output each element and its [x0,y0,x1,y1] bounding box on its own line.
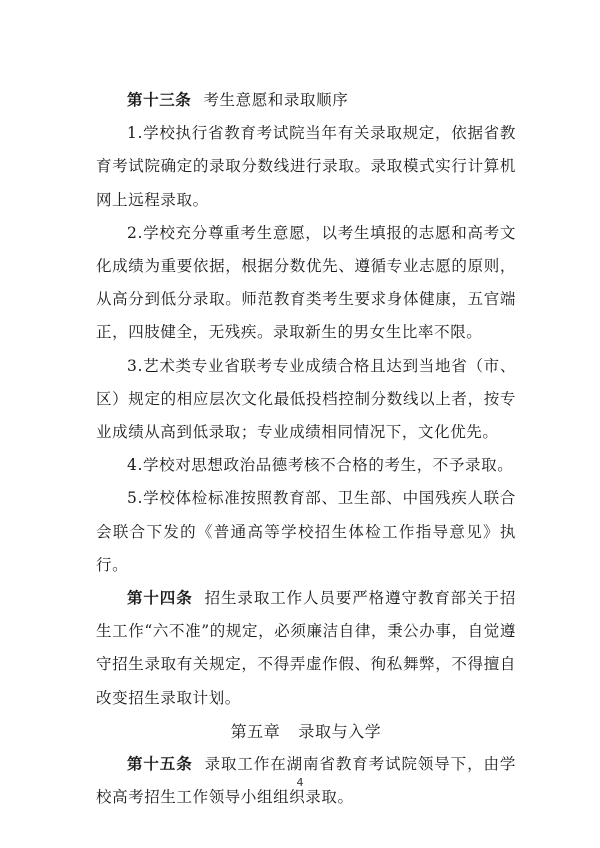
article-13-item-5: 5.学校体检标准按照教育部、卫生部、中国残疾人联合会联合下发的《普通高等学校招生体检工作指导意见》执行。 [96,489,516,574]
article-15-text: 录取工作在湖南省教育考试院领导下，由学校高考招生工作领导小组组织录取。 [96,755,516,807]
page-number: 4 [296,776,304,789]
article-14-title: 第十四条 [127,589,193,608]
article-13-item-1: 1.学校执行省教育考试院当年有关录取规定，依据省教育考试院确定的录取分数线进行录取。录取模式实行计算机网上远程录取。 [96,124,516,209]
chapter-5-title: 录取与入学 [298,721,382,741]
article-13-heading-text: 考生意愿和录取顺序 [203,91,349,109]
article-13-item-2: 2.学校充分尊重考生意愿，以考生填报的志愿和高考文化成绩为重要依据，根据分数优先、遵循专业志愿的原则，从高分到低分录取。师范教育类考生要求身体健康，五官端正，四肢健全，无残疾。录取新生的男女生比率不限。 [96,223,516,342]
article-14 [96,582,516,715]
page-content [96,84,516,814]
chapter-5-heading [96,715,516,748]
article-15-title: 第十五条 [127,755,193,774]
article-13-item-4: 4.学校对思想政治品德考核不合格的考生，不予录取。 [127,456,514,475]
chapter-5-number: 第五章 [230,721,281,741]
article-14-text: 招生录取工作人员要严格遵守教育部关于招生工作“六不准”的规定，必须廉洁自律，秉公办事，自觉遵守招生录取有关规定，不得弄虚作假、徇私舞弊，不得擅自改变招生录取计划。 [96,589,516,707]
article-13-item-3: 3.艺术类专业省联考专业成绩合格且达到当地省（市、区）规定的相应层次文化最低投档控制分数线以上者，按专业成绩从高到低录取；专业成绩相同情况下，文化优先。 [96,356,516,442]
article-13-title: 第十三条 [127,91,192,109]
article-13-heading [96,84,516,117]
